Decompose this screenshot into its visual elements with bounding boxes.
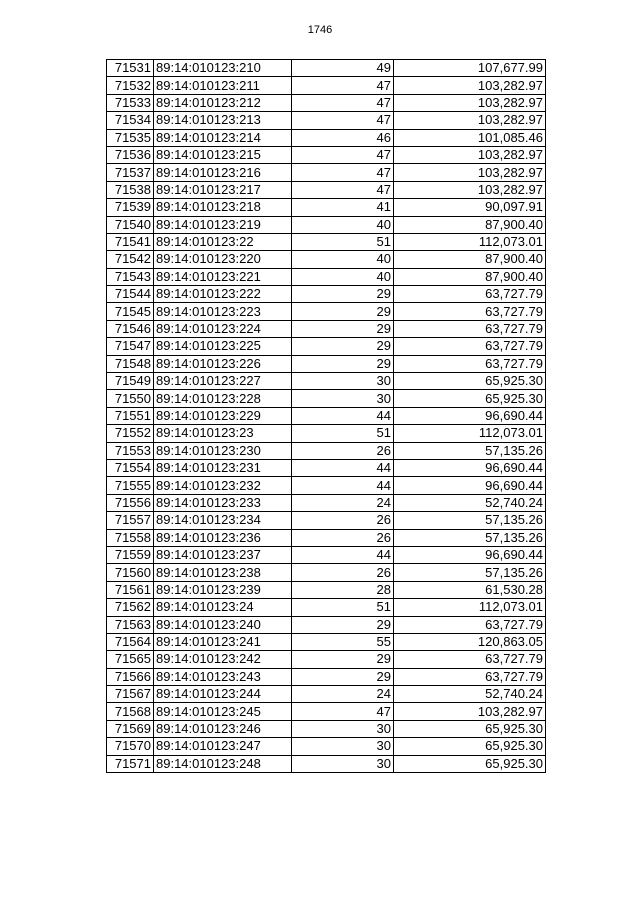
row-number-cell: 71556 — [107, 494, 154, 511]
table-row — [107, 129, 546, 146]
area-cell: 44 — [292, 546, 394, 563]
value-cell: 96,690.44 — [394, 477, 546, 494]
table-row — [107, 251, 546, 268]
area-cell: 51 — [292, 425, 394, 442]
table-row — [107, 355, 546, 372]
table-row — [107, 599, 546, 616]
area-cell: 30 — [292, 720, 394, 737]
area-cell: 44 — [292, 407, 394, 424]
table-row — [107, 546, 546, 563]
value-cell: 57,135.26 — [394, 529, 546, 546]
row-number-cell: 71552 — [107, 425, 154, 442]
area-cell: 46 — [292, 129, 394, 146]
value-cell: 63,727.79 — [394, 668, 546, 685]
row-number-cell: 71555 — [107, 477, 154, 494]
table-row — [107, 494, 546, 511]
cadastral-number-cell: 89:14:010123:223 — [154, 303, 292, 320]
table-row — [107, 738, 546, 755]
row-number-cell: 71543 — [107, 268, 154, 285]
area-cell: 47 — [292, 94, 394, 111]
value-cell: 57,135.26 — [394, 564, 546, 581]
cadastral-number-cell: 89:14:010123:237 — [154, 546, 292, 563]
area-cell: 47 — [292, 146, 394, 163]
row-number-cell: 71560 — [107, 564, 154, 581]
area-cell: 51 — [292, 233, 394, 250]
cadastral-number-cell: 89:14:010123:245 — [154, 703, 292, 720]
table-row — [107, 338, 546, 355]
value-cell: 65,925.30 — [394, 720, 546, 737]
data-table — [106, 59, 546, 773]
row-number-cell: 71550 — [107, 390, 154, 407]
table-row — [107, 686, 546, 703]
row-number-cell: 71534 — [107, 112, 154, 129]
table-row — [107, 77, 546, 94]
value-cell: 101,085.46 — [394, 129, 546, 146]
cadastral-number-cell: 89:14:010123:211 — [154, 77, 292, 94]
cadastral-number-cell: 89:14:010123:214 — [154, 129, 292, 146]
value-cell: 63,727.79 — [394, 286, 546, 303]
cadastral-number-cell: 89:14:010123:228 — [154, 390, 292, 407]
area-cell: 29 — [292, 303, 394, 320]
row-number-cell: 71542 — [107, 251, 154, 268]
value-cell: 87,900.40 — [394, 251, 546, 268]
row-number-cell: 71571 — [107, 755, 154, 772]
cadastral-number-cell: 89:14:010123:220 — [154, 251, 292, 268]
value-cell: 112,073.01 — [394, 599, 546, 616]
cadastral-number-cell: 89:14:010123:229 — [154, 407, 292, 424]
value-cell: 65,925.30 — [394, 738, 546, 755]
table-row — [107, 703, 546, 720]
row-number-cell: 71540 — [107, 216, 154, 233]
table-row — [107, 529, 546, 546]
cadastral-number-cell: 89:14:010123:216 — [154, 164, 292, 181]
cadastral-number-cell: 89:14:010123:233 — [154, 494, 292, 511]
table-row — [107, 94, 546, 111]
area-cell: 24 — [292, 686, 394, 703]
value-cell: 57,135.26 — [394, 512, 546, 529]
value-cell: 52,740.24 — [394, 494, 546, 511]
cadastral-number-cell: 89:14:010123:213 — [154, 112, 292, 129]
value-cell: 65,925.30 — [394, 373, 546, 390]
table-row — [107, 442, 546, 459]
area-cell: 47 — [292, 77, 394, 94]
area-cell: 29 — [292, 651, 394, 668]
row-number-cell: 71533 — [107, 94, 154, 111]
table-row — [107, 181, 546, 198]
cadastral-number-cell: 89:14:010123:226 — [154, 355, 292, 372]
cadastral-number-cell: 89:14:010123:248 — [154, 755, 292, 772]
table-row — [107, 477, 546, 494]
table-row — [107, 390, 546, 407]
value-cell: 96,690.44 — [394, 546, 546, 563]
row-number-cell: 71532 — [107, 77, 154, 94]
table-row — [107, 720, 546, 737]
value-cell: 65,925.30 — [394, 390, 546, 407]
table-row — [107, 407, 546, 424]
cadastral-number-cell: 89:14:010123:247 — [154, 738, 292, 755]
table-row — [107, 303, 546, 320]
cadastral-number-cell: 89:14:010123:221 — [154, 268, 292, 285]
value-cell: 103,282.97 — [394, 112, 546, 129]
row-number-cell: 71570 — [107, 738, 154, 755]
area-cell: 47 — [292, 112, 394, 129]
area-cell: 29 — [292, 320, 394, 337]
area-cell: 30 — [292, 373, 394, 390]
table-body — [107, 60, 546, 773]
value-cell: 103,282.97 — [394, 164, 546, 181]
value-cell: 61,530.28 — [394, 581, 546, 598]
area-cell: 40 — [292, 268, 394, 285]
area-cell: 51 — [292, 599, 394, 616]
value-cell: 63,727.79 — [394, 338, 546, 355]
cadastral-number-cell: 89:14:010123:23 — [154, 425, 292, 442]
area-cell: 30 — [292, 738, 394, 755]
table-row — [107, 651, 546, 668]
table-row — [107, 616, 546, 633]
cadastral-number-cell: 89:14:010123:232 — [154, 477, 292, 494]
area-cell: 49 — [292, 60, 394, 77]
area-cell: 28 — [292, 581, 394, 598]
row-number-cell: 71539 — [107, 199, 154, 216]
area-cell: 55 — [292, 633, 394, 650]
row-number-cell: 71548 — [107, 355, 154, 372]
table-row — [107, 459, 546, 476]
cadastral-number-cell: 89:14:010123:239 — [154, 581, 292, 598]
row-number-cell: 71562 — [107, 599, 154, 616]
table-row — [107, 286, 546, 303]
cadastral-number-cell: 89:14:010123:24 — [154, 599, 292, 616]
area-cell: 29 — [292, 338, 394, 355]
table-row — [107, 668, 546, 685]
area-cell: 29 — [292, 668, 394, 685]
cadastral-number-cell: 89:14:010123:219 — [154, 216, 292, 233]
row-number-cell: 71566 — [107, 668, 154, 685]
area-cell: 26 — [292, 442, 394, 459]
cadastral-number-cell: 89:14:010123:230 — [154, 442, 292, 459]
area-cell: 40 — [292, 216, 394, 233]
area-cell: 47 — [292, 181, 394, 198]
cadastral-number-cell: 89:14:010123:236 — [154, 529, 292, 546]
value-cell: 63,727.79 — [394, 355, 546, 372]
cadastral-number-cell: 89:14:010123:231 — [154, 459, 292, 476]
table-row — [107, 633, 546, 650]
table-row — [107, 755, 546, 772]
table-row — [107, 581, 546, 598]
row-number-cell: 71545 — [107, 303, 154, 320]
row-number-cell: 71537 — [107, 164, 154, 181]
value-cell: 52,740.24 — [394, 686, 546, 703]
row-number-cell: 71551 — [107, 407, 154, 424]
area-cell: 47 — [292, 703, 394, 720]
area-cell: 40 — [292, 251, 394, 268]
row-number-cell: 71544 — [107, 286, 154, 303]
value-cell: 63,727.79 — [394, 303, 546, 320]
row-number-cell: 71568 — [107, 703, 154, 720]
value-cell: 112,073.01 — [394, 233, 546, 250]
area-cell: 26 — [292, 564, 394, 581]
row-number-cell: 71554 — [107, 459, 154, 476]
row-number-cell: 71535 — [107, 129, 154, 146]
area-cell: 29 — [292, 355, 394, 372]
row-number-cell: 71561 — [107, 581, 154, 598]
table-row — [107, 164, 546, 181]
value-cell: 103,282.97 — [394, 77, 546, 94]
row-number-cell: 71557 — [107, 512, 154, 529]
area-cell: 47 — [292, 164, 394, 181]
area-cell: 29 — [292, 286, 394, 303]
row-number-cell: 71567 — [107, 686, 154, 703]
value-cell: 63,727.79 — [394, 320, 546, 337]
area-cell: 44 — [292, 477, 394, 494]
value-cell: 103,282.97 — [394, 146, 546, 163]
cadastral-number-cell: 89:14:010123:210 — [154, 60, 292, 77]
cadastral-number-cell: 89:14:010123:217 — [154, 181, 292, 198]
table-row — [107, 112, 546, 129]
row-number-cell: 71538 — [107, 181, 154, 198]
value-cell: 63,727.79 — [394, 651, 546, 668]
cadastral-number-cell: 89:14:010123:240 — [154, 616, 292, 633]
table-row — [107, 199, 546, 216]
value-cell: 96,690.44 — [394, 407, 546, 424]
area-cell: 29 — [292, 616, 394, 633]
row-number-cell: 71536 — [107, 146, 154, 163]
value-cell: 57,135.26 — [394, 442, 546, 459]
row-number-cell: 71549 — [107, 373, 154, 390]
cadastral-number-cell: 89:14:010123:225 — [154, 338, 292, 355]
value-cell: 87,900.40 — [394, 268, 546, 285]
cadastral-number-cell: 89:14:010123:238 — [154, 564, 292, 581]
cadastral-number-cell: 89:14:010123:212 — [154, 94, 292, 111]
row-number-cell: 71553 — [107, 442, 154, 459]
row-number-cell: 71546 — [107, 320, 154, 337]
cadastral-number-cell: 89:14:010123:244 — [154, 686, 292, 703]
value-cell: 63,727.79 — [394, 616, 546, 633]
table-row — [107, 216, 546, 233]
area-cell: 26 — [292, 529, 394, 546]
cadastral-number-cell: 89:14:010123:222 — [154, 286, 292, 303]
table-row — [107, 233, 546, 250]
table-row — [107, 320, 546, 337]
row-number-cell: 71558 — [107, 529, 154, 546]
value-cell: 90,097.91 — [394, 199, 546, 216]
area-cell: 30 — [292, 390, 394, 407]
cadastral-number-cell: 89:14:010123:246 — [154, 720, 292, 737]
cadastral-number-cell: 89:14:010123:243 — [154, 668, 292, 685]
row-number-cell: 71547 — [107, 338, 154, 355]
row-number-cell: 71531 — [107, 60, 154, 77]
cadastral-number-cell: 89:14:010123:215 — [154, 146, 292, 163]
row-number-cell: 71559 — [107, 546, 154, 563]
area-cell: 41 — [292, 199, 394, 216]
cadastral-number-cell: 89:14:010123:218 — [154, 199, 292, 216]
cadastral-number-cell: 89:14:010123:241 — [154, 633, 292, 650]
row-number-cell: 71569 — [107, 720, 154, 737]
value-cell: 112,073.01 — [394, 425, 546, 442]
value-cell: 103,282.97 — [394, 181, 546, 198]
table-row — [107, 425, 546, 442]
area-cell: 44 — [292, 459, 394, 476]
row-number-cell: 71541 — [107, 233, 154, 250]
value-cell: 65,925.30 — [394, 755, 546, 772]
table-row — [107, 60, 546, 77]
cadastral-number-cell: 89:14:010123:242 — [154, 651, 292, 668]
value-cell: 87,900.40 — [394, 216, 546, 233]
table-row — [107, 373, 546, 390]
page-number: 1746 — [307, 24, 333, 36]
table-row — [107, 268, 546, 285]
table-row — [107, 512, 546, 529]
table-row — [107, 564, 546, 581]
cadastral-number-cell: 89:14:010123:234 — [154, 512, 292, 529]
cadastral-number-cell: 89:14:010123:22 — [154, 233, 292, 250]
area-cell: 24 — [292, 494, 394, 511]
row-number-cell: 71563 — [107, 616, 154, 633]
row-number-cell: 71565 — [107, 651, 154, 668]
row-number-cell: 71564 — [107, 633, 154, 650]
area-cell: 26 — [292, 512, 394, 529]
value-cell: 96,690.44 — [394, 459, 546, 476]
value-cell: 120,863.05 — [394, 633, 546, 650]
area-cell: 30 — [292, 755, 394, 772]
value-cell: 103,282.97 — [394, 94, 546, 111]
cadastral-number-cell: 89:14:010123:227 — [154, 373, 292, 390]
value-cell: 107,677.99 — [394, 60, 546, 77]
cadastral-number-cell: 89:14:010123:224 — [154, 320, 292, 337]
value-cell: 103,282.97 — [394, 703, 546, 720]
table-row — [107, 146, 546, 163]
